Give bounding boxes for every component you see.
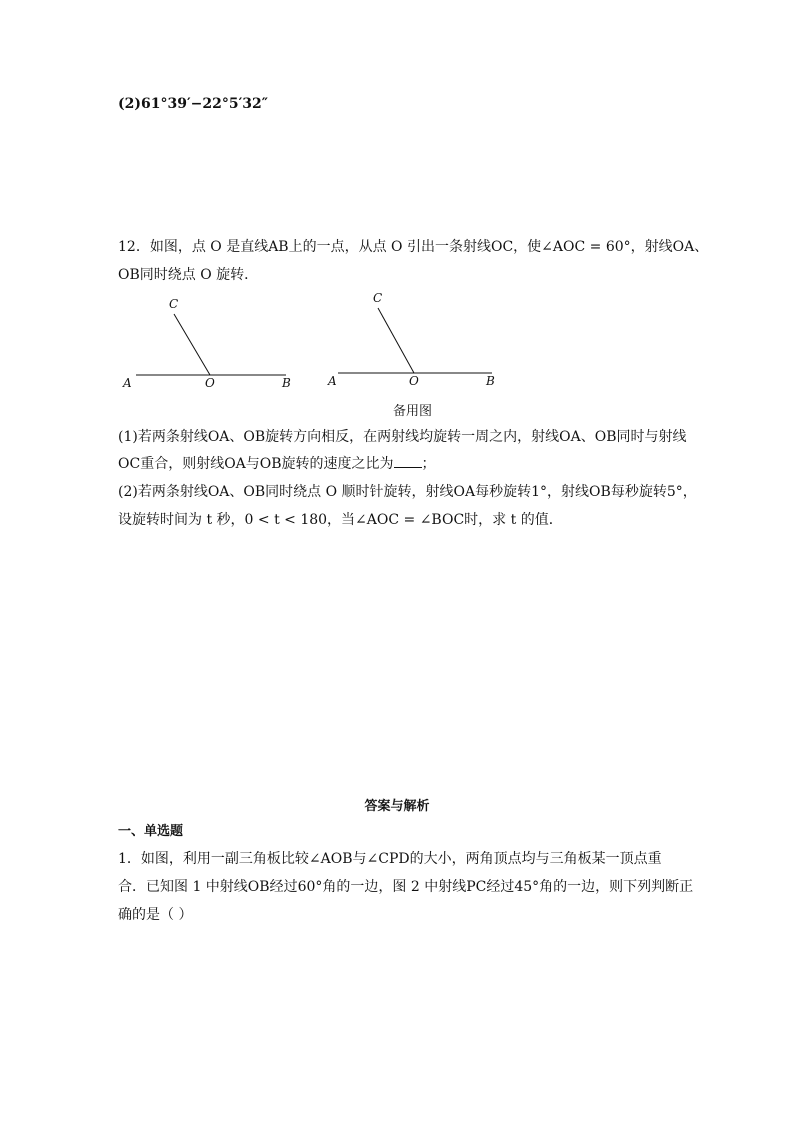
question12-part1-line2 [118,455,436,473]
figure-1 [118,292,303,397]
section-single-choice: 一、单选题 [118,824,184,839]
figure1-ray-oc [174,314,210,375]
figure2-label-c: C [373,291,383,305]
figure1-label-b: B [282,376,291,390]
figure-2 [322,286,507,391]
figure2-ray-oc [378,308,414,373]
figure1-label-a: A [123,376,132,390]
figure2-caption: 备用图 [393,404,433,419]
question12-line1: 12．如图，点 O 是直线AB上的一点，从点 O 引出一条射线OC，使∠AOC = 60°，射线OA、 [118,239,709,255]
answer-q1-line3: 确的是（ ） [118,907,193,923]
figure1-label-c: C [169,297,179,311]
answer-q1-line1: 1．如图，利用一副三角板比较∠AOB与∠CPD的大小，两角顶点均与三角板某一顶点重 [118,851,662,867]
answer-blank [394,455,422,468]
figure2-label-o: O [409,374,419,388]
question12-part1-line1: (1)若两条射线OA、OB旋转方向相反，在两射线均旋转一周之内，射线OA、OB同时与射线 [118,429,687,445]
question12-line2: OB同时绕点 O 旋转． [118,267,259,283]
figure2-label-a: A [328,374,337,388]
answer-q1-line2: 合．已知图 1 中射线OB经过60°角的一边，图 2 中射线PC经过45°角的一边，则下列判断正 [118,879,694,895]
question12-part2-line2: 设旋转时间为 t 秒，0 < t < 180，当∠AOC = ∠BOC时，求 t 的值． [118,512,563,528]
answers-title: 答案与解析 [364,799,430,814]
question12-part2-line1: (2)若两条射线OA、OB同时绕点 O 顺时针旋转，射线OA每秒旋转1°，射线OB每秒旋转5°， [118,484,697,500]
figure1-label-o: O [205,376,215,390]
part1-line2-after: ； [421,456,436,472]
part1-line2-before: OC重合，则射线OA与OB旋转的速度之比为 [118,456,394,472]
prev-question-part2: (2)61°39′−22°5′32″ [118,96,269,112]
figure2-label-b: B [486,374,495,388]
